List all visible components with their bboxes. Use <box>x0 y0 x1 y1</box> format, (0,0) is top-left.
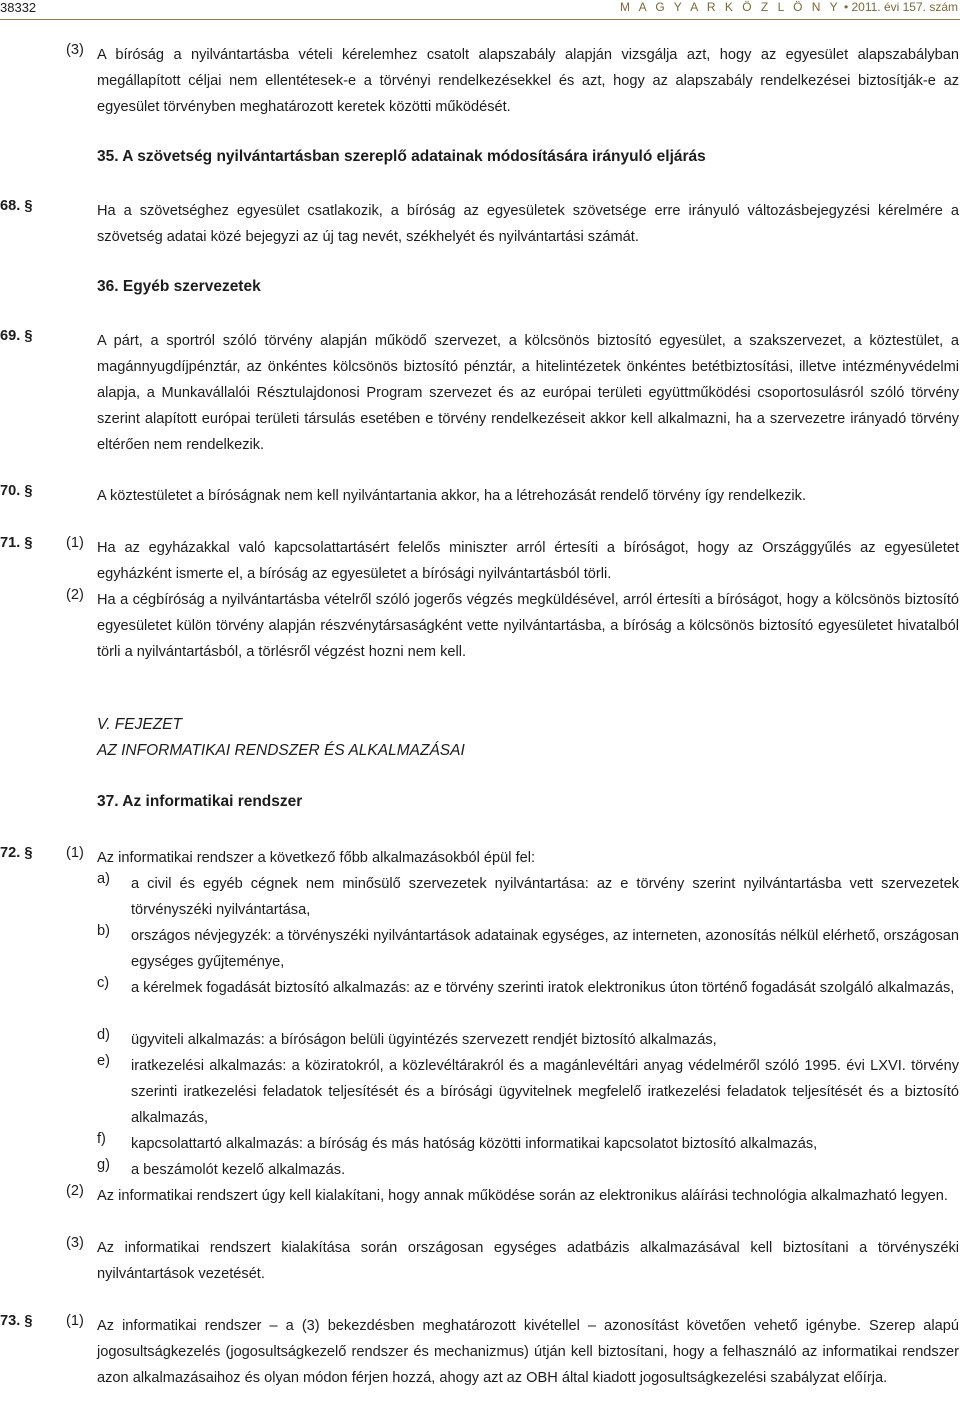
section-heading: 36. Egyéb szervezetek <box>97 278 261 295</box>
list-item-text: a beszámolót kezelő alkalmazás. <box>131 1162 346 1178</box>
list-item-text: kapcsolattartó alkalmazás: a bíróság és más hatóság közötti informatikai kapcsolatot biztosító alkalmazás, <box>131 1136 818 1152</box>
list-item-letter: b) <box>97 923 110 939</box>
list-item-letter: c) <box>97 975 110 991</box>
list-item-letter: d) <box>97 1027 110 1043</box>
section-heading: 35. A szövetség nyilvántartásban szereplő adatainak módosítására irányuló eljárás <box>97 148 706 165</box>
section-text: Ha a szövetséghez egyesület csatlakozik, a bíróság az egyesületek szövetsége erre irányuló változásbejegyzési kérelmére a szövetség adatai közé bejegyzi az új tag nevét, székhelyét és nyilvántartási számát. <box>97 203 959 245</box>
paragraph-number: (1) <box>66 535 84 551</box>
paragraph-number: (2) <box>66 1183 84 1199</box>
list-item-text: ügyviteli alkalmazás: a bíróságon belüli ügyintézés szervezett rendjét biztosító alkalmazás, <box>131 1032 717 1048</box>
section-label: 70. § <box>0 483 33 499</box>
paragraph-text: Az informatikai rendszert úgy kell kialakítani, hogy annak működése során az elektronikus aláírási technológia alkalmazható legyen. <box>97 1188 948 1204</box>
list-item-text: a kérelmek fogadását biztosító alkalmazás: az e törvény szerinti iratok elektronikus úton történő fogadását szolgáló alkalmazás, <box>131 980 955 996</box>
header-rule <box>0 19 960 20</box>
section-text: A köztestületet a bíróságnak nem kell nyilvántartania akkor, ha a létrehozását rendelő törvény így rendelkezik. <box>97 488 807 504</box>
list-item-letter: f) <box>97 1131 106 1147</box>
paragraph-text: Az informatikai rendszer a következő főbb alkalmazásokból épül fel: <box>97 850 536 866</box>
paragraph-text: A bíróság a nyilvántartásba vételi kérelemhez csatolt alapszabály alapján vizsgálja azt, hogy az egyesület alapszabályban megállapított céljai nem ellentétesek-e a törvényi rendelkezésekkel és azt, hogy az alapszabály rendelkezései biztosítják-e az egyesület törvényben meghatározott keretek közötti működését. <box>97 47 959 115</box>
list-item-letter: e) <box>97 1053 110 1069</box>
paragraph-number: (2) <box>66 587 84 603</box>
paragraph-text: Ha az egyházakkal való kapcsolattartásért felelős miniszter arról értesíti a bíróságot, hogy az Országgyűlés az egyesületet egyházként ismerte el, a bíróság az egyesületet a bírósági nyilvántartásból törli. <box>97 540 959 582</box>
paragraph-text: Az informatikai rendszert kialakítása során országosan egységes adatbázis alkalmazásával kell biztosítani a törvényszéki nyilvántartások vezetését. <box>97 1240 959 1282</box>
paragraph-number: (3) <box>66 42 84 58</box>
section-label: 72. § <box>0 845 33 861</box>
paragraph-number: (1) <box>66 845 84 861</box>
list-item-text: iratkezelési alkalmazás: a köziratokról, a közlevéltárakról és a magánlevéltári anyag védelméről szóló 1995. évi LXVI. törvény szerinti iratkezelési feladatok teljesítését és a bírósági ügyvitelnek megfelelő iratkezelési feladatok teljesítését és a biztosító alkalmazás, <box>131 1058 959 1126</box>
journal-header <box>620 0 958 14</box>
list-item-letter: a) <box>97 871 110 887</box>
paragraph-text: Ha a cégbíróság a nyilvántartásba vételről szóló jogerős végzés megküldésével, arról értesíti a bíróságot, hogy a kölcsönös biztosító egyesületet külön törvény alapján részvénytársaságként vette nyilvántartásba, a bíróság a kölcsönös biztosító egyesületet hivatalból törli a nyilvántartásból, a törlésről végzést hozni nem kell. <box>97 592 959 660</box>
section-text: A párt, a sportról szóló törvény alapján működő szervezet, a kölcsönös biztosító egyesület, a szakszervezet, a köztestület, a magánnyugdíjpénztár, az önkéntes kölcsönös biztosító pénztár, a hitelintézetek önkéntes betétbiztosítási, illetve intézményvédelmi alapja, a Munkavállalói Résztulajdonosi Program szervezet és az európai területi együttműködési csoportosulásról szóló törvény szerint alapított európai területi társulás esetében e törvény rendelkezéseit akkor kell alkalmazni, ha a szervezetre irányadó törvény eltérően nem rendelkezik. <box>97 333 959 453</box>
journal-title: M A G Y A R K Ö Z L Ö N Y <box>619 0 841 14</box>
section-label: 73. § <box>0 1313 33 1329</box>
section-label: 69. § <box>0 328 33 344</box>
list-item-text: országos névjegyzék: a törvényszéki nyilvántartások adatainak egységes, az interneten, azonosítás nélkül elérhető, országosan egységes gyűjteménye, <box>131 928 959 970</box>
header-bullet: • <box>843 0 849 14</box>
list-item-letter: g) <box>97 1157 110 1173</box>
chapter-title: AZ INFORMATIKAI RENDSZER ÉS ALKALMAZÁSAI <box>97 742 465 759</box>
section-label: 68. § <box>0 198 33 214</box>
section-heading: 37. Az informatikai rendszer <box>97 793 303 810</box>
chapter-number: V. FEJEZET <box>97 716 182 733</box>
list-item-text: a civil és egyéb cégnek nem minősülő szervezetek nyilvántartása: az e törvény szerint nyilvántartásba vett szervezetek törvényszéki nyilvántartása, <box>131 876 959 918</box>
issue-number: 2011. évi 157. szám <box>851 0 958 14</box>
section-label: 71. § <box>0 535 33 551</box>
paragraph-number: (3) <box>66 1235 84 1251</box>
paragraph-number: (1) <box>66 1313 84 1329</box>
paragraph-text: Az informatikai rendszer – a (3) bekezdésben meghatározott kivétellel – azonosítást követően vehető igénybe. Szerep alapú jogosultságkezelés (jogosultságkezelő rendszer és mechanizmus) útján kell biztosítani, hogy a felhasználó az informatikai rendszer azon alkalmazásaihoz és olyan módon férjen hozzá, ahogy azt az OBH által kiadott jogosultságkezelési szabályzat előírja. <box>97 1318 959 1386</box>
page-number: 38332 <box>0 0 37 15</box>
